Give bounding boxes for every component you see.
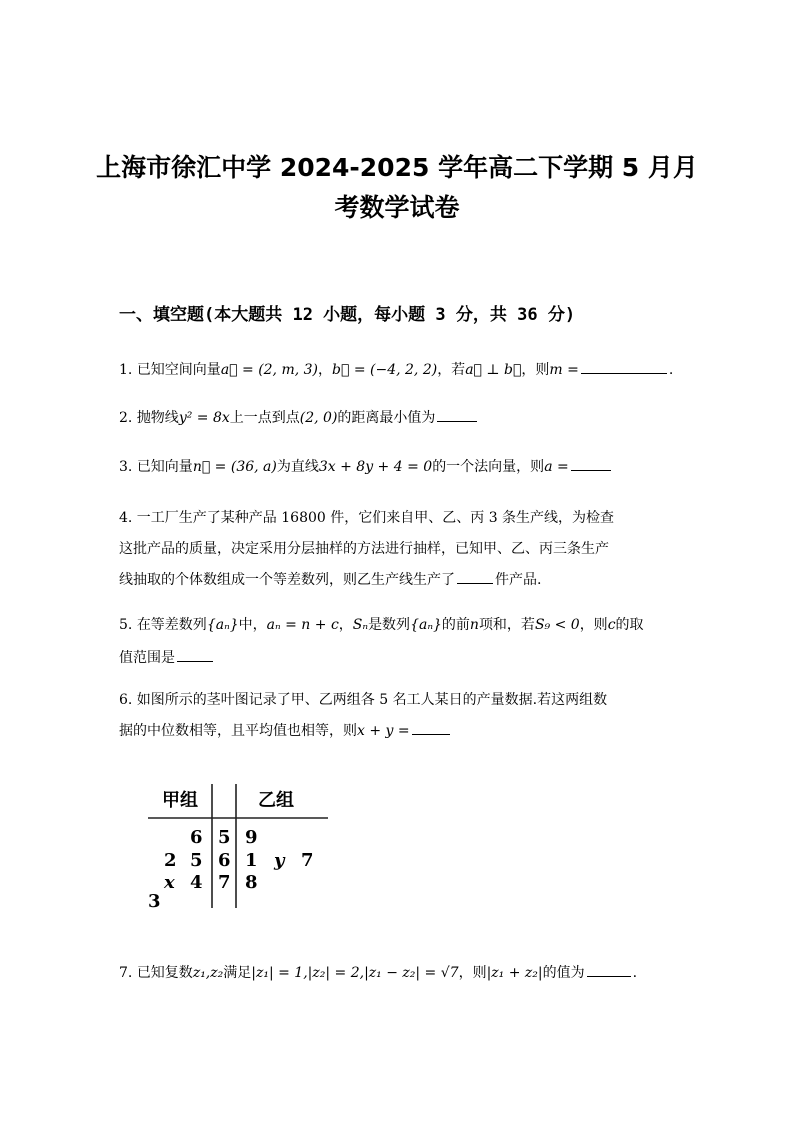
stem-value: 5 (218, 827, 231, 848)
math-line-equation: 3x + 8y + 4 = 0 (318, 459, 433, 475)
question-text: 线抽取的个体数组成一个等差数列，则乙生产线生产了 (119, 572, 455, 588)
math-general-term: aₙ = n + c (266, 617, 339, 633)
question-1 (119, 355, 679, 385)
question-number: 5. (119, 617, 133, 633)
right-leaf: 7 (301, 850, 314, 871)
right-leaf: 8 (245, 872, 258, 893)
math-variable-c: c (607, 617, 616, 633)
math-modulus-conditions: |z₁| = 1,|z₂| = 2,|z₁ − z₂| = √7 (251, 965, 459, 981)
question-text: 值范围是 (119, 650, 175, 666)
question-6-line-2 (119, 716, 679, 746)
math-variable-a: a = (544, 459, 569, 475)
section-heading-fill-in-blank: 一、填空题(本大题共 12 小题，每小题 3 分，共 36 分) (119, 305, 576, 325)
math-variable-n: n (469, 617, 479, 633)
answer-blank[interactable] (177, 645, 213, 662)
question-6-line-1: 6. 如图所示的茎叶图记录了甲、乙两组各 5 名工人某日的产量数据.若这两组数 (119, 692, 608, 708)
question-4-line-2: 这批产品的质量，决定采用分层抽样的方法进行抽样，已知甲、乙、丙三条生产 (119, 541, 609, 557)
question-text: 已知空间向量 (136, 362, 221, 378)
question-text: 抛物线 (136, 410, 179, 426)
left-leaf: 6 (190, 827, 203, 848)
math-normal-vector: n⃗ = (36, a) (192, 459, 277, 475)
question-number: 1. (119, 362, 133, 378)
question-number: 7. (119, 965, 133, 981)
question-text: ，若 (437, 362, 466, 378)
left-leaf: 2 (164, 850, 177, 871)
math-sequence: {aₙ} (410, 617, 442, 633)
question-7 (119, 958, 679, 988)
question-text: 的距离最小值为 (337, 410, 436, 426)
exam-title-line-1: 上海市徐汇中学 2024-2025 学年高二下学期 5 月月 (96, 153, 698, 182)
question-4-line-1: 4. 一工厂生产了某种产品 16800 件，它们来自甲、乙、丙 3 条生产线，为检查 (119, 510, 615, 526)
question-text: 是数列 (368, 617, 411, 633)
question-text: ，则 (579, 617, 608, 633)
left-leaf: 5 (190, 850, 203, 871)
math-sum-expression: x + y = (357, 723, 410, 739)
right-group-header: 乙组 (258, 790, 294, 811)
question-text: 项和，若 (478, 617, 535, 633)
left-group-header: 甲组 (162, 790, 198, 811)
question-text: 的值为 (542, 965, 585, 981)
math-point: (2, 0) (299, 410, 338, 426)
left-leaf: 4 (190, 872, 203, 893)
question-text: 在等差数列 (136, 617, 207, 633)
question-text: ， (318, 362, 333, 378)
question-text: 已知向量 (136, 459, 193, 475)
math-parabola-equation: y² = 8x (178, 410, 230, 426)
right-leaf: 1 (245, 850, 258, 871)
stem-value: 6 (218, 850, 231, 871)
question-text: 的前 (441, 617, 470, 633)
question-text: 据的中位数相等，且平均值也相等，则 (119, 723, 357, 739)
answer-blank[interactable] (437, 405, 477, 422)
question-text: 为直线 (276, 459, 319, 475)
question-text: 件产品. (495, 572, 542, 588)
math-sequence: {aₙ} (206, 617, 239, 633)
question-text: 满足 (223, 965, 252, 981)
math-variable-m: m = (549, 362, 579, 378)
left-leaf-unknown-x: x (164, 872, 175, 893)
stem-value: 7 (218, 872, 231, 893)
math-partial-sum: Sₙ (352, 617, 369, 633)
question-5-line-2 (119, 643, 679, 673)
question-text: 已知复数 (136, 965, 193, 981)
question-2 (119, 403, 679, 433)
math-vector-b: b⃗ = (−4, 2, 2) (332, 362, 438, 378)
math-modulus-sum: |z₁ + z₂| (486, 965, 543, 981)
question-text: ，则 (521, 362, 550, 378)
question-text: 的一个法向量，则 (432, 459, 545, 475)
math-vector-a: a⃗ = (2, m, 3) (220, 362, 319, 378)
question-text: 上一点到点 (229, 410, 300, 426)
question-text: ， (338, 617, 353, 633)
question-5-line-1 (119, 610, 679, 640)
question-text: 中， (238, 617, 267, 633)
answer-blank[interactable] (412, 718, 450, 735)
right-leaf: 9 (245, 827, 258, 848)
question-number: 3. (119, 459, 133, 475)
question-number: 2. (119, 410, 133, 426)
answer-blank[interactable] (581, 357, 667, 374)
stem-leaf-figure (148, 780, 348, 910)
question-text: . (668, 362, 674, 378)
question-4-line-3 (119, 565, 679, 595)
question-text: 的取 (615, 617, 644, 633)
math-perpendicular-condition: a⃗ ⊥ b⃗ (465, 362, 522, 378)
answer-blank[interactable] (571, 454, 611, 471)
question-text: . (632, 965, 638, 981)
math-complex-variables: z₁,z₂ (192, 965, 224, 981)
right-leaf-unknown-y: y (274, 850, 285, 871)
question-3 (119, 452, 679, 482)
math-sum-condition: S₉ < 0 (534, 617, 580, 633)
exam-title-line-2: 考数学试卷 (334, 193, 460, 222)
answer-blank[interactable] (457, 567, 493, 584)
answer-blank[interactable] (587, 960, 631, 977)
question-text: ，则 (458, 965, 487, 981)
stem-leaf-drawing (148, 780, 348, 910)
stray-scan-mark: 3 (148, 891, 161, 912)
